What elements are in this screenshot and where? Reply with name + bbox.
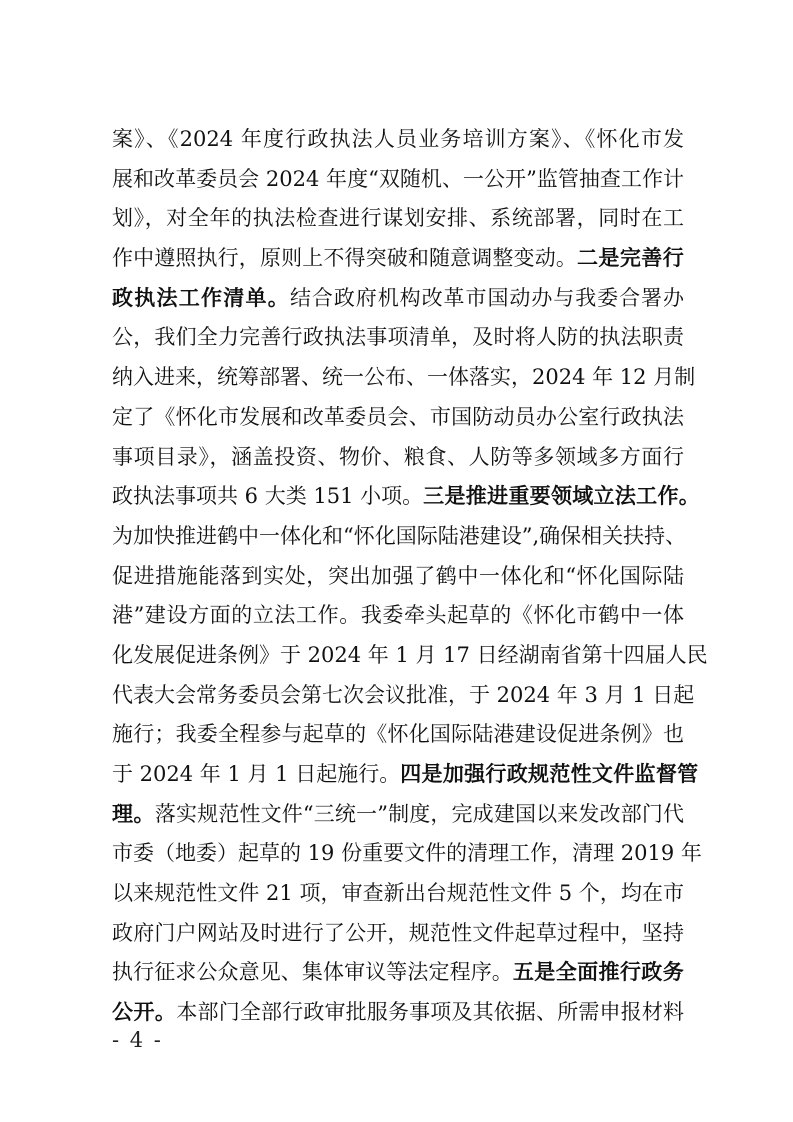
text-segment: 展和改革委员会 2024 年度“双随机、一公开”监管抽查工作计	[112, 166, 684, 191]
text-line	[112, 199, 684, 239]
text-segment: 本部门全部行政审批服务事项及其依据、所需申报材料	[176, 1000, 684, 1025]
text-line	[112, 953, 684, 993]
text-segment: 定了《怀化市发展和改革委员会、市国防动员办公室行政执法	[112, 404, 684, 429]
text-segment: 促进措施能落到实处，突出加强了鹤中一体化和“怀化国际陆	[112, 563, 684, 588]
bold-heading-segment: 五是全面推行政务	[512, 960, 685, 985]
bold-heading-segment: 三是推进重要领域立法工作。	[423, 484, 701, 509]
bold-heading-segment: 二是完善行	[576, 246, 685, 271]
text-segment: 港”建设方面的立法工作。我委牵头起草的《怀化市鹤中一体	[112, 603, 684, 628]
text-line	[112, 795, 684, 835]
text-line	[112, 914, 684, 954]
text-segment: 于 2024 年 1 月 1 日起施行。	[112, 762, 401, 786]
text-line	[112, 596, 684, 636]
text-segment: 市委（地委）起草的 19 份重要文件的清理工作，清理 2019 年	[112, 841, 702, 866]
bold-heading-segment: 公开。	[112, 1000, 177, 1025]
bold-heading-segment: 理。	[112, 801, 155, 826]
text-segment: 作中遵照执行，原则上不得突破和随意调整变动。	[112, 246, 577, 271]
text-segment: 案》、《2024 年度行政执法人员业务培训方案》、《怀化市发	[112, 127, 684, 151]
text-line	[112, 993, 684, 1033]
text-segment: 代表大会常务委员会第七次会议批准，于 2024 年 3 月 1 日起	[112, 682, 695, 707]
text-line	[112, 120, 684, 160]
text-segment: 落实规范性文件“三统一”制度，完成建国以来发改部门代	[154, 801, 684, 826]
text-segment: 施行；我委全程参与起草的《怀化国际陆港建设促进条例》也	[112, 722, 684, 747]
text-line	[112, 358, 696, 398]
text-line	[112, 477, 701, 517]
page-number: - 4 -	[112, 1028, 163, 1052]
text-line	[112, 676, 695, 716]
text-line	[112, 557, 684, 597]
text-line	[112, 438, 684, 478]
text-line	[112, 636, 708, 676]
text-segment: 事项目录》，涵盖投资、物价、粮食、人防等多领域多方面行	[112, 444, 684, 469]
text-line	[112, 160, 684, 200]
text-line	[112, 398, 684, 438]
bold-heading-segment: 四是加强行政规范性文件监督管	[400, 762, 699, 786]
text-segment: 纳入进来，统筹部署、统一公布、一体落实，2024 年 12 月制	[112, 365, 696, 390]
bold-heading-segment: 政执法工作清单。	[112, 285, 290, 310]
text-segment: 执行征求公众意见、集体审议等法定程序。	[112, 960, 513, 985]
text-line	[112, 318, 684, 358]
body-paragraph	[112, 120, 708, 1033]
text-line	[112, 517, 687, 557]
text-line	[112, 239, 684, 279]
text-segment: 为加快推进鹤中一体化和“怀化国际陆港建设”,确保相关扶持、	[112, 523, 687, 548]
text-segment: 政府门户网站及时进行了公开，规范性文件起草过程中，坚持	[112, 920, 684, 945]
text-line	[112, 715, 684, 755]
text-segment: 政执法事项共 6 大类 151 小项。	[112, 484, 424, 509]
text-segment: 以来规范性文件 21 项，审查新出台规范性文件 5 个，均在市	[112, 881, 684, 906]
text-segment: 划》，对全年的执法检查进行谋划安排、系统部署，同时在工	[112, 206, 684, 231]
text-segment: 公，我们全力完善行政执法事项清单，及时将人防的执法职责	[112, 325, 684, 350]
text-line	[112, 874, 684, 914]
text-segment: 结合政府机构改革市国动办与我委合署办	[289, 285, 684, 310]
text-line	[112, 755, 699, 795]
text-line	[112, 279, 684, 319]
text-segment: 化发展促进条例》于 2024 年 1 月 17 日经湖南省第十四届人民	[112, 642, 708, 667]
text-line	[112, 834, 702, 874]
